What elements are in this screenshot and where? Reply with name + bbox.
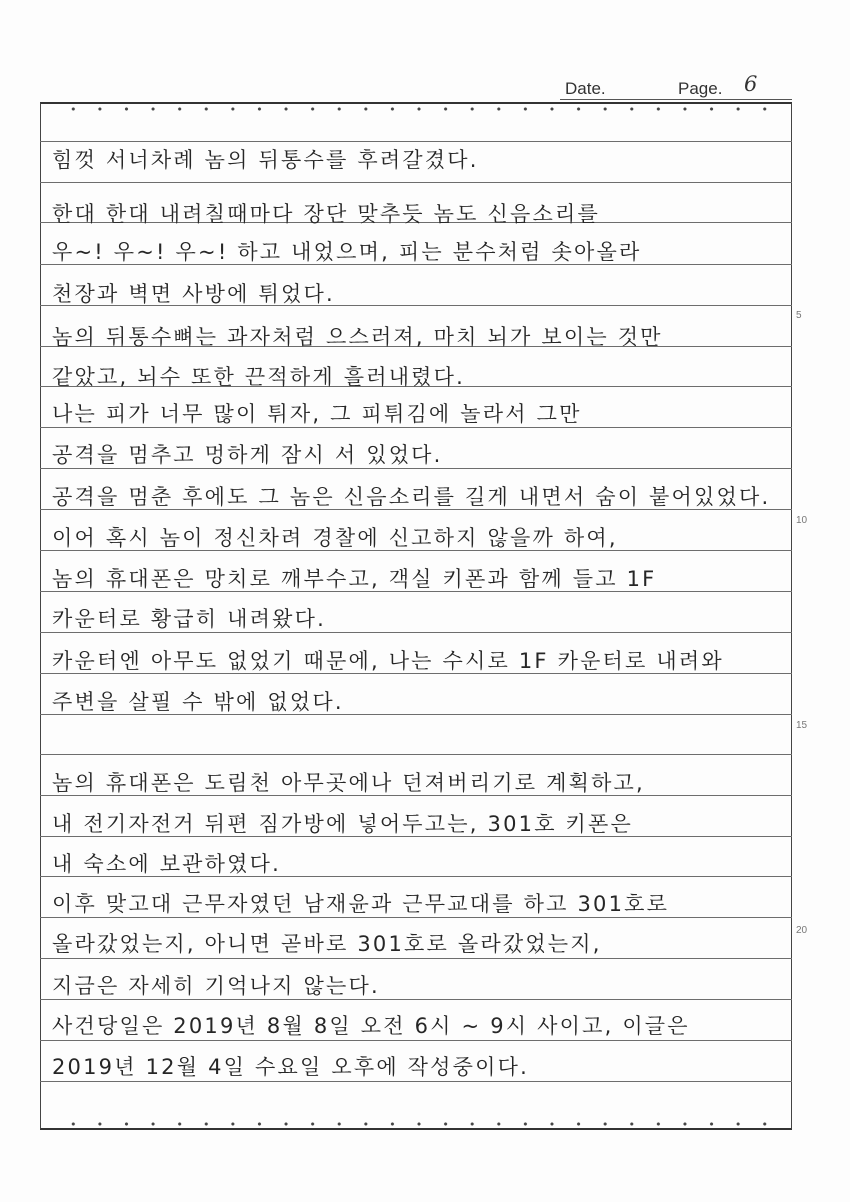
text-line: 공격을 멈추고 멍하게 잠시 서 있었다. [52, 443, 443, 467]
text-line: 지금은 자세히 기억나지 않는다. [52, 974, 380, 998]
text-line: 내 숙소에 보관하였다. [52, 852, 281, 876]
ruled-line [40, 1040, 792, 1041]
text-line: 이후 맞고대 근무자였던 남재윤과 근무교대를 하고 301호로 [52, 892, 670, 916]
ruled-line [40, 141, 792, 142]
text-line: 2019년 12월 4일 수요일 오후에 작성중이다. [52, 1055, 529, 1079]
bottom-dot-row [60, 1121, 780, 1127]
text-line: 놈의 휴대폰은 도림천 아무곳에나 던져버리기로 계획하고, [52, 771, 645, 795]
text-line: 카운터엔 아무도 없었기 때문에, 나는 수시로 1F 카운터로 내려와 [52, 649, 724, 673]
text-line: 놈의 휴대폰은 망치로 깨부수고, 객실 키폰과 함께 들고 1F [52, 567, 657, 591]
page-header [560, 74, 792, 100]
page-number: 6 [744, 72, 758, 96]
text-line: 공격을 멈춘 후에도 그 놈은 신음소리를 길게 내면서 숨이 붙어있었다. [52, 485, 771, 509]
text-line: 올라갔었는지, 아니면 곧바로 301호로 올라갔었는지, [52, 932, 602, 956]
date-label: Date. [565, 79, 606, 98]
text-line: 천장과 벽면 사방에 튀었다. [52, 282, 335, 306]
text-line: 한대 한대 내려칠때마다 장단 맞추듯 놈도 신음소리를 [52, 202, 600, 226]
page-label: Page. [678, 79, 723, 98]
ruled-line [40, 1081, 792, 1082]
line-number-20: 20 [796, 925, 808, 936]
text-line: 내 전기자전거 뒤편 짐가방에 넣어두고는, 301호 키폰은 [52, 812, 634, 836]
ruled-line [40, 182, 792, 183]
top-dot-row [60, 106, 780, 112]
line-number-10: 10 [796, 515, 808, 526]
text-line: 나는 피가 너무 많이 튀자, 그 피튀김에 놀라서 그만 [52, 402, 582, 426]
ruled-line [40, 754, 792, 755]
text-line: 주변을 살필 수 밖에 없었다. [52, 690, 344, 714]
text-line: 힘껏 서너차례 놈의 뒤통수를 후려갈겼다. [52, 148, 479, 172]
header-underline [560, 99, 792, 100]
line-number-5: 5 [796, 310, 802, 321]
text-line: 놈의 뒤통수뼈는 과자처럼 으스러져, 마치 뇌가 보이는 것만 [52, 325, 663, 349]
ruled-line [40, 958, 792, 959]
text-line: 카운터로 황급히 내려왔다. [52, 607, 326, 631]
text-line: 이어 혹시 놈이 정신차려 경찰에 신고하지 않을까 하여, [52, 526, 618, 550]
text-line: 우~! 우~! 우~! 하고 내었으며, 피는 분수처럼 솟아올라 [52, 240, 642, 264]
line-number-15: 15 [796, 720, 808, 731]
text-line: 같았고, 뇌수 또한 끈적하게 흘러내렸다. [52, 365, 466, 389]
text-line: 사건당일은 2019년 8월 8일 오전 6시 ~ 9시 사이고, 이글은 [52, 1014, 690, 1038]
